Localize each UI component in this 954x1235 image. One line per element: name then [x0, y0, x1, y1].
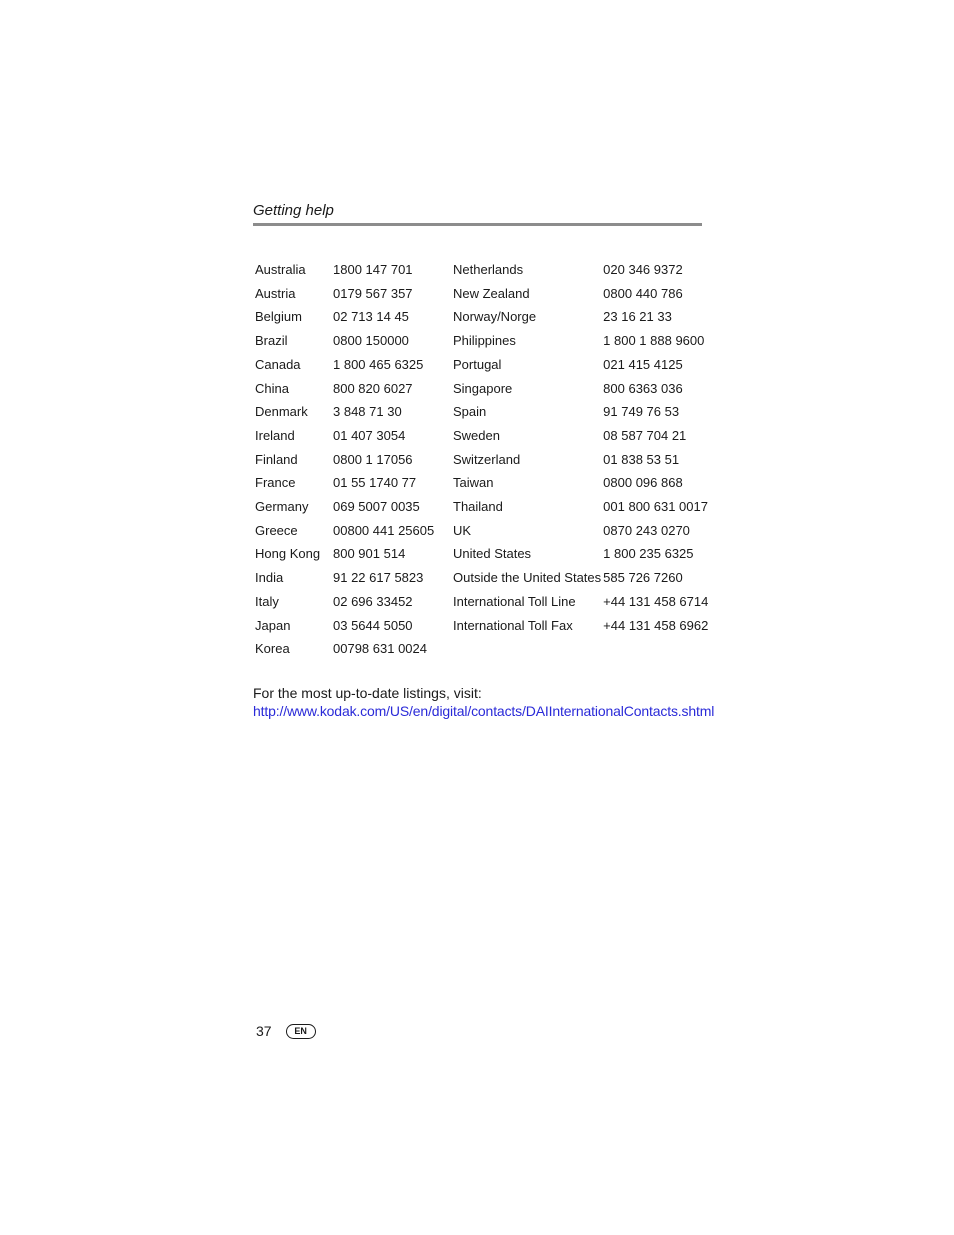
- phone-number: 01 55 1740 77: [333, 475, 417, 491]
- phone-number: 585 726 7260: [603, 570, 683, 586]
- contacts-table: [253, 258, 713, 661]
- phone-number: 0800 150000: [333, 333, 409, 349]
- page-number: 37: [256, 1023, 272, 1039]
- phone-number: 0800 1 17056: [333, 451, 413, 467]
- country-name: Greece: [255, 522, 298, 538]
- phone-number: 021 415 4125: [603, 356, 683, 372]
- table-row: [253, 258, 713, 282]
- country-name: Germany: [255, 499, 309, 515]
- phone-number: 03 5644 5050: [333, 617, 413, 633]
- country-name: Netherlands: [453, 262, 524, 277]
- phone-number: 020 346 9372: [603, 262, 683, 277]
- country-name: Philippines: [453, 333, 516, 349]
- table-row: [253, 590, 713, 614]
- phone-number: +44 131 458 6962: [603, 617, 709, 633]
- country-name: Austria: [255, 285, 296, 301]
- phone-number: 1 800 465 6325: [333, 356, 424, 372]
- phone-number: 01 407 3054: [333, 427, 406, 443]
- country-name: Italy: [255, 593, 279, 609]
- phone-number: 01 838 53 51: [603, 451, 680, 467]
- country-name: International Toll Line: [453, 593, 576, 609]
- table-row: [253, 614, 713, 638]
- page-footer: [256, 1021, 316, 1041]
- phone-number: 02 696 33452: [333, 593, 413, 609]
- contacts-url-link[interactable]: http://www.kodak.com/US/en/digital/contacts/DAIInternationalContacts.shtml: [253, 703, 715, 719]
- country-name: UK: [453, 522, 472, 538]
- phone-number: 02 713 14 45: [333, 309, 409, 325]
- table-row: [253, 400, 713, 424]
- phone-number: 3 848 71 30: [333, 404, 402, 420]
- phone-number: 800 6363 036: [603, 380, 683, 396]
- section-header: [253, 201, 702, 226]
- country-name: Singapore: [453, 380, 513, 396]
- country-name: Hong Kong: [255, 546, 321, 562]
- table-row: [253, 282, 713, 306]
- country-name: Australia: [255, 262, 306, 277]
- country-name: New Zealand: [453, 285, 530, 301]
- country-name: International Toll Fax: [453, 617, 573, 633]
- country-name: China: [255, 380, 289, 396]
- country-name: Korea: [255, 641, 290, 657]
- table-row: [253, 471, 713, 495]
- language-badge: EN: [286, 1024, 316, 1039]
- country-name: Switzerland: [453, 451, 521, 467]
- phone-number: 00798 631 0024: [333, 641, 427, 657]
- contacts-table-body: [253, 258, 713, 661]
- phone-number: 0800 440 786: [603, 285, 683, 301]
- country-name: [451, 637, 601, 661]
- phone-number: 1800 147 701: [333, 262, 413, 277]
- table-row: [253, 566, 713, 590]
- table-row: [253, 329, 713, 353]
- phone-number: 91 749 76 53: [603, 404, 680, 420]
- country-name: Portugal: [453, 356, 502, 372]
- country-name: France: [255, 475, 296, 491]
- country-name: United States: [453, 546, 532, 562]
- table-row: [253, 305, 713, 329]
- country-name: Sweden: [453, 427, 500, 443]
- country-name: Belgium: [255, 309, 302, 325]
- phone-number: +44 131 458 6714: [603, 593, 709, 609]
- phone-number: 00800 441 25605: [333, 522, 435, 538]
- country-name: Spain: [453, 404, 487, 420]
- phone-number: 23 16 21 33: [603, 309, 672, 325]
- table-row: [253, 353, 713, 377]
- phone-number: 800 901 514: [333, 546, 406, 562]
- country-name: Norway/Norge: [453, 309, 537, 325]
- phone-number: 1 800 1 888 9600: [603, 333, 705, 349]
- phone-number: 0870 243 0270: [603, 522, 690, 538]
- phone-number: 1 800 235 6325: [603, 546, 694, 562]
- table-row: [253, 495, 713, 519]
- listing-note: For the most up-to-date listings, visit:: [253, 685, 482, 701]
- phone-number: 0179 567 357: [333, 285, 413, 301]
- table-row: [253, 542, 713, 566]
- table-row: [253, 448, 713, 472]
- country-name: Outside the United States: [453, 570, 602, 586]
- country-name: India: [255, 570, 284, 586]
- table-row: [253, 637, 713, 661]
- phone-number: 08 587 704 21: [603, 427, 687, 443]
- phone-number: [601, 637, 713, 661]
- country-name: Denmark: [255, 404, 308, 420]
- country-name: Finland: [255, 451, 298, 467]
- phone-number: 0800 096 868: [603, 475, 683, 491]
- country-name: Canada: [255, 356, 301, 372]
- phone-number: 069 5007 0035: [333, 499, 420, 515]
- table-row: [253, 519, 713, 543]
- phone-number: 800 820 6027: [333, 380, 413, 396]
- country-name: Ireland: [255, 427, 295, 443]
- phone-number: 001 800 631 0017: [603, 499, 708, 515]
- country-name: Taiwan: [453, 475, 494, 491]
- table-row: [253, 424, 713, 448]
- country-name: Japan: [255, 617, 291, 633]
- section-title: Getting help: [253, 202, 334, 219]
- table-row: [253, 377, 713, 401]
- country-name: Thailand: [453, 499, 503, 515]
- phone-number: 91 22 617 5823: [333, 570, 424, 586]
- country-name: Brazil: [255, 333, 288, 349]
